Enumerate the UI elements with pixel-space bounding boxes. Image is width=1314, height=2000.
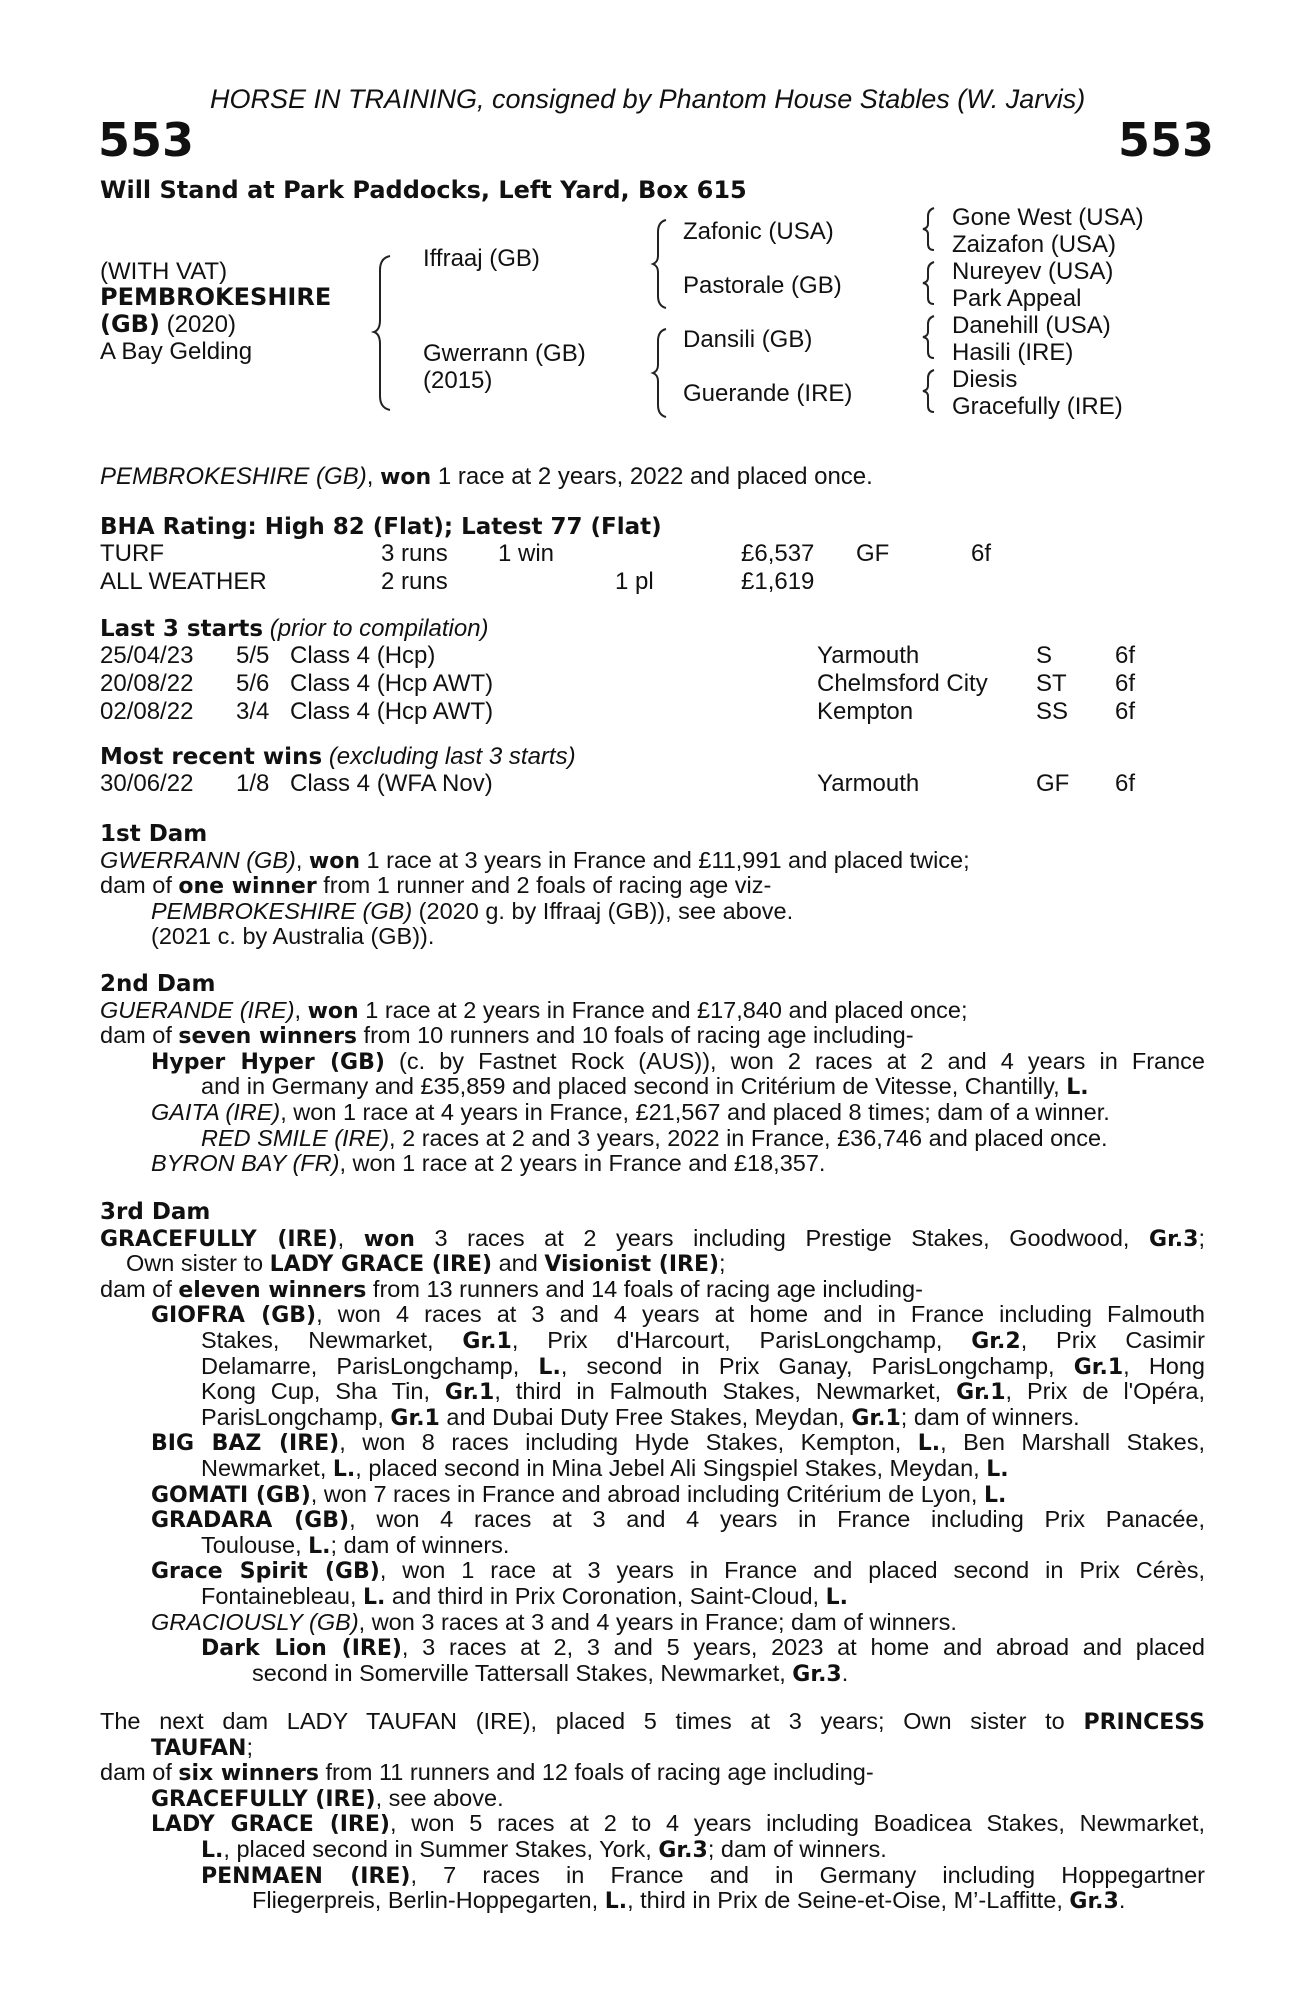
listed-mark: L. — [917, 1431, 941, 1457]
race-summary: PEMBROKESHIRE (GB), won 1 race at 2 years, 2022 and placed once. — [100, 463, 873, 490]
recent-wins-note: (excluding last 3 starts) — [328, 743, 576, 770]
produce-name: PEMBROKESHIRE (GB) — [151, 897, 413, 924]
listed-mark: L. — [363, 1584, 386, 1610]
produce-name: BYRON BAY (FR) — [151, 1150, 340, 1177]
sister-line — [100, 1251, 1205, 1277]
rating-surface: TURF — [100, 540, 164, 567]
start-class: Class 4 (Hcp) — [290, 642, 436, 669]
rating-surface: ALL WEATHER — [100, 568, 267, 595]
text: ; — [246, 1733, 253, 1760]
text: ; dam of winners. — [900, 1403, 1080, 1430]
last-starts-note: (prior to compilation) — [269, 615, 489, 642]
pedigree-dam: Gwerrann (GB) — [423, 340, 586, 367]
group-mark: Gr.1 — [851, 1405, 901, 1431]
third-dam-heading: 3rd Dam — [100, 1199, 211, 1225]
produce-entry-cont — [100, 1888, 1205, 1914]
first-dam-produce-line — [100, 873, 1205, 899]
first-dam-heading: 1st Dam — [100, 821, 208, 847]
horse-origin-year — [100, 311, 236, 338]
text: , Prix Casimir — [1020, 1326, 1205, 1353]
start-row — [100, 698, 1155, 726]
start-going: S — [1036, 642, 1053, 669]
text: from 1 runner and 2 foals of racing age viz- — [316, 872, 772, 899]
last-starts-title: Last 3 starts — [100, 616, 264, 642]
second-dam-name: GUERANDE (IRE) — [100, 996, 295, 1023]
group-mark: Gr.3 — [792, 1661, 842, 1687]
next-dam-line — [100, 1709, 1205, 1735]
rating-row-all-weather — [100, 568, 1031, 596]
winner-count: six winners — [178, 1761, 319, 1787]
text: from 10 runners and 10 foals of racing age including- — [357, 1022, 914, 1049]
text: , won 5 races at 2 to 4 years including Boadicea Stakes, Newmarket, — [389, 1810, 1206, 1837]
text: Own sister to — [126, 1250, 270, 1277]
text: dam of — [100, 1275, 179, 1302]
pedigree-sire-sire: Zafonic (USA) — [683, 218, 834, 245]
winner-count: eleven winners — [178, 1277, 367, 1303]
text: , second in Prix Ganay, ParisLongchamp, — [560, 1352, 1074, 1379]
winner-count: one winner — [178, 874, 317, 900]
win-row — [100, 770, 1155, 798]
first-dam-record: 1 race at 3 years in France and £11,991 and placed twice; — [360, 846, 970, 873]
text: Fliegerpreis, Berlin-Hoppegarten, — [252, 1887, 605, 1914]
rating-placed — [615, 540, 741, 568]
pedigree-brace-1 — [370, 250, 410, 415]
produce-entry-cont — [100, 1456, 1205, 1482]
text: , 7 races in France and in Germany including Hoppegartner — [410, 1861, 1205, 1888]
rating-placed: 1 pl — [615, 568, 654, 595]
pedigree-dam-year: (2015) — [423, 367, 493, 394]
produce-name: GOMATI (GB) — [151, 1482, 311, 1508]
rating-distance: 6f — [971, 540, 992, 567]
produce-name: BIG BAZ (IRE) — [151, 1431, 340, 1457]
horse-description: A Bay Gelding — [100, 338, 253, 365]
pedigree-sire: Iffraaj (GB) — [423, 245, 540, 272]
stand-location: Will Stand at Park Paddocks, Left Yard, Box 615 — [100, 176, 747, 204]
win-course: Yarmouth — [817, 770, 920, 797]
text: ; dam of winners. — [707, 1835, 887, 1862]
third-dam-won: won — [363, 1226, 415, 1252]
summary-rest: 1 race at 2 years, 2022 and placed once. — [431, 463, 873, 490]
pedigree-g5: Danehill (USA) — [952, 312, 1111, 339]
text: from 13 runners and 14 foals of racing age including- — [366, 1275, 923, 1302]
start-going: ST — [1036, 670, 1067, 697]
start-date: 25/04/23 — [100, 642, 194, 669]
produce-entry — [100, 1811, 1205, 1837]
group-mark: Gr.3 — [1149, 1226, 1199, 1252]
text: ; — [719, 1250, 726, 1277]
text: , placed second in Summer Stakes, York, — [223, 1835, 659, 1862]
pedigree-g7: Diesis — [952, 366, 1018, 393]
horse-year: (2020) — [166, 311, 236, 338]
win-position: 1/8 — [236, 770, 270, 797]
sibling-name: TAUFAN — [151, 1735, 247, 1761]
text: , won 8 races including Hyde Stakes, Kempton, — [339, 1429, 918, 1456]
start-distance: 6f — [1115, 698, 1136, 725]
lot-number-left: 553 — [98, 113, 195, 167]
winner-count: seven winners — [178, 1024, 358, 1050]
rating-money: £1,619 — [741, 568, 815, 595]
text: ParisLongchamp, — [201, 1403, 391, 1430]
text: , Hong — [1123, 1352, 1205, 1379]
text: and — [492, 1250, 545, 1277]
group-mark: Gr.1 — [462, 1328, 512, 1354]
lot-number-right: 553 — [1118, 113, 1215, 167]
text: , Ben Marshall Stakes, — [940, 1429, 1205, 1456]
recent-wins-title: Most recent wins — [100, 744, 323, 770]
pedigree-g4: Park Appeal — [952, 285, 1082, 312]
produce-entry-cont — [100, 1584, 1205, 1610]
pedigree-g1: Gone West (USA) — [952, 204, 1144, 231]
produce-entry-cont — [100, 1379, 1205, 1405]
text: , placed second in Mina Jebel Ali Singspiel Stakes, Meydan, — [355, 1454, 987, 1481]
rating-row-turf — [100, 540, 1031, 568]
text: . — [1118, 1887, 1126, 1914]
produce-entry — [100, 1430, 1205, 1456]
produce-entry — [100, 1482, 1205, 1508]
text: and Dubai Duty Free Stakes, Meydan, — [439, 1403, 852, 1430]
produce-name: GIOFRA (GB) — [151, 1303, 317, 1329]
start-position: 5/6 — [236, 670, 270, 697]
produce-entry — [100, 1610, 1205, 1636]
produce-name: GRACEFULLY (IRE) — [151, 1786, 376, 1812]
listed-mark: L. — [986, 1456, 1009, 1482]
produce-entry-cont — [100, 1405, 1205, 1431]
win-date: 30/06/22 — [100, 770, 194, 797]
text: , 3 races at 2, 3 and 5 years, 2023 at home and abroad and placed — [401, 1634, 1205, 1661]
text: , won 1 race at 2 years in France and £18,357. — [339, 1150, 826, 1177]
start-distance: 6f — [1115, 642, 1136, 669]
horse-name: PEMBROKESHIRE — [100, 283, 332, 311]
produce-entry — [100, 1151, 1205, 1177]
produce-entry — [100, 1863, 1205, 1889]
rating-table — [100, 540, 1031, 596]
pedigree-g6: Hasili (IRE) — [952, 339, 1074, 366]
text: , won 1 race at 3 years in France and placed second in Prix Cérès, — [379, 1557, 1205, 1584]
produce-entry-cont — [100, 1661, 1205, 1687]
sibling-name: LADY GRACE (IRE) — [269, 1252, 493, 1278]
produce-entry — [100, 1507, 1205, 1533]
sibling-name: PRINCESS — [1083, 1710, 1205, 1735]
next-dam-section — [100, 1709, 1205, 1914]
text: 1 race at 2 years in France and £17,840 and placed once; — [358, 996, 968, 1023]
second-dam-line: GUERANDE (IRE), won 1 race at 2 years in France and £17,840 and placed once; — [100, 996, 968, 1024]
summary-horse-name: PEMBROKESHIRE (GB) — [100, 463, 367, 490]
start-row — [100, 642, 1155, 670]
win-distance: 6f — [1115, 770, 1136, 797]
produce-entry — [100, 1049, 1205, 1075]
produce-name: Hyper Hyper (GB) — [151, 1049, 385, 1075]
text: , won 1 race at 4 years in France, £21,567 and placed 8 times; dam of a winner. — [280, 1098, 1110, 1125]
listed-mark: L. — [1066, 1075, 1089, 1101]
start-position: 5/5 — [236, 642, 270, 669]
rating-wins: 1 win — [498, 540, 555, 567]
group-mark: Gr.1 — [956, 1380, 1006, 1406]
third-dam-name: GRACEFULLY (IRE) — [100, 1226, 338, 1252]
produce-name: GRACIOUSLY (GB) — [151, 1608, 359, 1635]
rating-going: GF — [856, 540, 890, 567]
second-dam-heading: 2nd Dam — [100, 971, 216, 997]
text: ; dam of winners. — [330, 1531, 510, 1558]
start-going: SS — [1036, 698, 1069, 725]
group-mark: Gr.3 — [1069, 1889, 1119, 1915]
next-dam-produce-line — [100, 1760, 1205, 1786]
summary-won: won — [380, 465, 432, 490]
text: , 2 races at 2 and 3 years, 2022 in France, £36,746 and placed once. — [389, 1124, 1108, 1151]
produce-name: PENMAEN (IRE) — [201, 1863, 411, 1889]
rating-runs: 2 runs — [381, 568, 448, 595]
listed-mark: L. — [308, 1533, 331, 1559]
second-dam-produce-line — [100, 1023, 1205, 1049]
produce-entry — [100, 1786, 1205, 1812]
produce-entry-cont — [100, 1074, 1205, 1100]
text: and third in Prix Coronation, Saint-Cloud, — [385, 1582, 826, 1609]
pedigree-dam-sire: Dansili (GB) — [683, 326, 813, 353]
text: from 11 runners and 12 foals of racing age including- — [318, 1759, 874, 1786]
produce-entry — [100, 1100, 1205, 1126]
start-course: Kempton — [817, 698, 914, 725]
start-date: 20/08/22 — [100, 670, 194, 697]
produce-name: RED SMILE (IRE) — [201, 1124, 390, 1151]
sibling-name: Visionist (IRE) — [544, 1252, 720, 1278]
produce-entry — [100, 1635, 1205, 1661]
text: ; — [1198, 1224, 1205, 1251]
pedigree-brace-2 — [648, 216, 678, 311]
third-dam-section — [100, 1200, 1205, 1686]
listed-mark: L. — [983, 1482, 1007, 1508]
produce-entry — [100, 1558, 1205, 1584]
pedigree-sire-dam: Pastorale (GB) — [683, 272, 842, 299]
pedigree-brace-3 — [648, 325, 678, 420]
group-mark: Gr.1 — [444, 1380, 495, 1406]
listed-mark: L. — [332, 1456, 356, 1482]
start-class: Class 4 (Hcp AWT) — [290, 670, 494, 697]
second-dam-section — [100, 972, 1205, 1177]
first-dam-line: GWERRANN (GB), won 1 race at 3 years in France and £11,991 and placed twice; — [100, 846, 970, 874]
start-class: Class 4 (Hcp AWT) — [290, 698, 494, 725]
rating-runs: 3 runs — [381, 540, 448, 567]
first-dam-name: GWERRANN (GB) — [100, 846, 296, 873]
consignment-heading: HORSE IN TRAINING, consigned by Phantom House Stables (W. Jarvis) — [210, 84, 1086, 114]
produce-entry-cont — [100, 1837, 1205, 1863]
pedigree-brace-4 — [918, 204, 940, 424]
last-starts-table — [100, 642, 1155, 726]
text: 3 races at 2 years including Prestige Stakes, Goodwood, — [414, 1224, 1150, 1251]
text: (c. by Fastnet Rock (AUS)), won 2 races at 2 and 4 years in France — [384, 1047, 1205, 1074]
recent-wins-table — [100, 770, 1155, 798]
first-dam-won: won — [308, 848, 360, 874]
rating-wins — [498, 568, 615, 596]
produce-name: LADY GRACE (IRE) — [151, 1812, 390, 1838]
vat-note: (WITH VAT) — [100, 258, 228, 285]
start-position: 3/4 — [236, 698, 270, 725]
text: dam of — [100, 1759, 179, 1786]
third-dam-produce-line — [100, 1277, 1205, 1303]
pedigree-g8: Gracefully (IRE) — [952, 393, 1123, 420]
recent-wins-heading — [100, 744, 576, 770]
third-dam-line: GRACEFULLY (IRE), won 3 races at 2 years including Prestige Stakes, Goodwood, Gr.3; — [100, 1224, 1205, 1252]
group-mark: Gr.1 — [390, 1405, 440, 1431]
text: , third in Falmouth Stakes, Newmarket, — [494, 1378, 957, 1405]
last-starts-heading — [100, 616, 489, 642]
produce-entry: (2021 c. by Australia (GB)). — [151, 923, 435, 950]
produce-name: GAITA (IRE) — [151, 1098, 281, 1125]
group-mark: Gr.3 — [658, 1837, 708, 1863]
text: , won 7 races in France and abroad including Critérium de Lyon, — [310, 1480, 984, 1507]
text: , won 4 races at 3 and 4 years in France including Prix Panacée, — [349, 1506, 1205, 1533]
produce-entry — [100, 1302, 1205, 1328]
group-mark: Gr.1 — [1073, 1354, 1124, 1380]
rating-heading: BHA Rating: High 82 (Flat); Latest 77 (Flat) — [100, 514, 662, 540]
group-mark: Gr.2 — [971, 1328, 1021, 1354]
first-dam-section — [100, 822, 1205, 950]
start-course: Chelmsford City — [817, 670, 988, 697]
text: dam of — [100, 1022, 179, 1049]
text: dam of — [100, 872, 179, 899]
text: Newmarket, — [201, 1454, 333, 1481]
win-going: GF — [1036, 770, 1070, 797]
text: Delamarre, ParisLongchamp, — [201, 1352, 539, 1379]
text: Toulouse, — [201, 1531, 309, 1558]
produce-entry — [100, 899, 1205, 925]
listed-mark: L. — [825, 1584, 848, 1610]
rating-distance — [971, 568, 1031, 596]
text: , won 3 races at 3 and 4 years in France; dam of winners. — [358, 1608, 957, 1635]
pedigree-g3: Nureyev (USA) — [952, 258, 1114, 285]
text: and in Germany and £35,859 and placed second in Critérium de Vitesse, Chantilly, — [201, 1073, 1067, 1100]
text: , Prix de l'Opéra, — [1005, 1378, 1205, 1405]
pedigree-dam-dam: Guerande (IRE) — [683, 380, 853, 407]
rating-going — [856, 568, 971, 596]
start-date: 02/08/22 — [100, 698, 194, 725]
listed-mark: L. — [604, 1889, 628, 1915]
rating-money: £6,537 — [741, 540, 815, 567]
produce-name: GRADARA (GB) — [151, 1508, 350, 1534]
text: . — [841, 1659, 849, 1686]
text: Kong Cup, Sha Tin, — [201, 1378, 445, 1405]
next-dam-line-cont — [100, 1735, 1205, 1761]
horse-origin: (GB) — [100, 310, 160, 338]
win-class: Class 4 (WFA Nov) — [290, 770, 493, 797]
text: Stakes, Newmarket, — [201, 1326, 463, 1353]
listed-mark: L. — [538, 1354, 561, 1380]
produce-name: Dark Lion (IRE) — [201, 1636, 402, 1662]
second-dam-won: won — [307, 998, 359, 1024]
start-distance: 6f — [1115, 670, 1136, 697]
text: The next dam LADY TAUFAN (IRE), placed 5 times at 3 years; Own sister to — [100, 1708, 1084, 1734]
text: , third in Prix de Seine-et-Oise, M’-Laffitte, — [627, 1887, 1070, 1914]
produce-name: Grace Spirit (GB) — [151, 1559, 380, 1585]
text: second in Somerville Tattersall Stakes, Newmarket, — [252, 1659, 793, 1686]
start-row — [100, 670, 1155, 698]
produce-entry-cont — [100, 1328, 1205, 1354]
text: , won 4 races at 3 and 4 years at home and in France including Falmouth — [316, 1301, 1205, 1328]
produce-entry — [100, 1126, 1205, 1152]
produce-entry-cont — [100, 1533, 1205, 1559]
text: Fontainebleau, — [201, 1582, 364, 1609]
produce-entry-cont — [100, 1354, 1205, 1380]
listed-mark: L. — [201, 1837, 224, 1863]
pedigree-g2: Zaizafon (USA) — [952, 231, 1117, 258]
text: (2020 g. by Iffraaj (GB)), see above. — [412, 897, 794, 924]
text: , Prix d'Harcourt, ParisLongchamp, — [511, 1326, 972, 1353]
text: , see above. — [375, 1784, 504, 1811]
start-course: Yarmouth — [817, 642, 920, 669]
